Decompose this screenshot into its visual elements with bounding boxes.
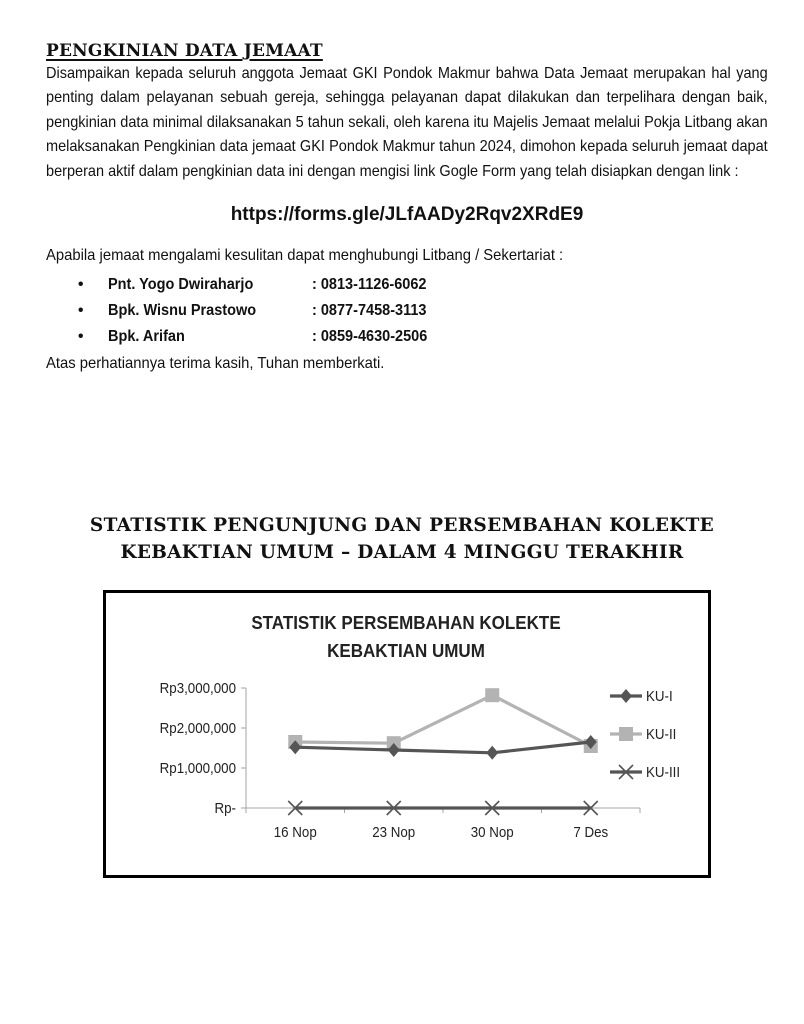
x-tick-label: 23 Nop — [372, 823, 416, 841]
legend-marker-ku-ii — [619, 727, 633, 741]
data-point-ku-i — [486, 746, 498, 760]
bullet-icon: • — [78, 328, 84, 346]
x-tick-label: 16 Nop — [273, 823, 317, 841]
page-content — [46, 40, 768, 376]
legend-marker-ku-i — [620, 689, 632, 703]
chart-title-line: STATISTIK PERSEMBAHAN KOLEKTE — [251, 612, 561, 634]
y-tick-label: Rp2,000,000 — [159, 719, 236, 737]
statistics-title-line1: STATISTIK PENGUNJUNG DAN PERSEMBAHAN KOLEKTE — [89, 515, 715, 536]
x-tick-label: 30 Nop — [470, 823, 514, 841]
section-heading: PENGKINIAN DATA JEMAAT — [46, 41, 323, 61]
chart-title-line: KEBAKTIAN UMUM — [327, 640, 485, 662]
x-tick-label: 7 Des — [573, 823, 609, 841]
contact-name: Bpk. Wisnu Prastowo — [108, 302, 257, 320]
collection-chart — [106, 593, 708, 875]
y-tick-label: Rp1,000,000 — [159, 759, 236, 777]
series-line-ku-ii — [295, 695, 591, 746]
contact-list — [46, 272, 768, 350]
y-tick-label: Rp- — [214, 799, 236, 817]
data-point-ku-ii — [485, 688, 499, 702]
legend-label: KU-III — [646, 763, 681, 781]
contact-item — [46, 324, 768, 350]
bullet-icon: • — [78, 302, 84, 320]
y-tick-label: Rp3,000,000 — [159, 679, 236, 697]
bullet-icon: • — [78, 276, 84, 294]
contact-item — [46, 272, 768, 298]
contact-phone: : 0813-1126-6062 — [312, 276, 427, 294]
closing-text: Atas perhatiannya terima kasih, Tuhan memberkati. — [46, 355, 385, 373]
statistics-title-line2: KEBAKTIAN UMUM – DALAM 4 MINGGU TERAKHIR — [120, 542, 684, 563]
statistics-title — [0, 512, 804, 566]
google-form-link[interactable]: https://forms.gle/JLfAADy2Rqv2XRdE9 — [230, 204, 584, 226]
legend-label: KU-I — [646, 687, 673, 705]
announcement-paragraph: Disampaikan kepada seluruh anggota Jemaat GKI Pondok Makmur bahwa Data Jemaat merupakan hal yang penting dalam pelayanan sebuah gereja, sehingga pelayanan dapat dilakukan dan terpelihara dengan baik, pengkinian data minimal dilaksanakan 5 tahun sekali, oleh karena itu Majelis Jemaat melalui Pokja Litbang akan melaksanakan Pengkinian data jemaat GKI Pondok Makmur tahun 2024, dimohon kepada seluruh jemaat dapat berperan aktif dalam pengkinian data ini dengan mengisi link Gogle Form yang telah disiapkan dengan link : — [46, 65, 768, 180]
contact-name: Bpk. Arifan — [108, 328, 185, 346]
legend-label: KU-II — [646, 725, 677, 743]
chart-frame — [103, 590, 711, 878]
contact-item — [46, 298, 768, 324]
contact-phone: : 0859-4630-2506 — [312, 328, 428, 346]
contact-name: Pnt. Yogo Dwiraharjo — [108, 276, 254, 294]
contact-phone: : 0877-7458-3113 — [312, 302, 427, 320]
contact-intro: Apabila jemaat mengalami kesulitan dapat menghubungi Litbang / Sekertariat : — [46, 247, 564, 265]
